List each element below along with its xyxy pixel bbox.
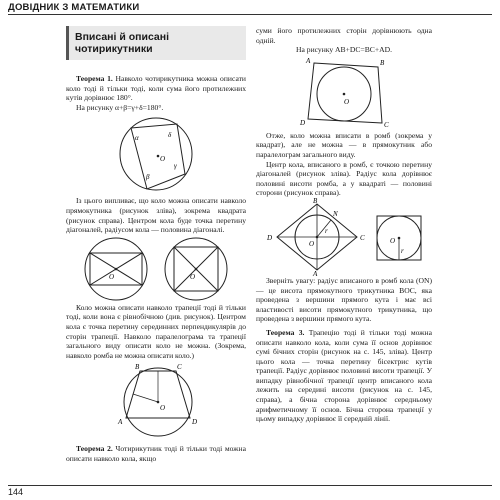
label-B-rhombus: B: [313, 197, 318, 205]
left-column: [66, 26, 246, 464]
formula-sums: На рисунку AB+DC=BC+AD.: [296, 45, 392, 55]
label-O-rhombus: O: [309, 239, 315, 248]
paragraph-rhombus-center: Центр кола, вписаного в ромб, є точкою перетину діагоналей (рисунок зліва). Радіус кола дорівнює половині висоти ромба, а у квадраті — половині сторони (рисунок справа).: [256, 159, 432, 198]
theorem2: [66, 444, 246, 463]
label-A-circ: A: [306, 56, 311, 65]
paragraph-rhombus: Отже, коло можна вписати в ромб (зокрема у квадрат), але не можна — в прямокутник або паралелограм загального виду.: [256, 130, 432, 159]
label-O: O: [160, 155, 166, 164]
label-O-trap: O: [160, 404, 166, 413]
theorem3-label: Теорема 3.: [266, 327, 305, 337]
paragraph-trapezoid: Коло можна описати навколо трапеції тоді й тільки тоді, коли вона є рівнобічною (див. рисунок). Центром кола є точка перетину серединних перпендикулярів до сторін трапеції. Навколо паралелограма та трапеції загального виду описати коло не можна. (Зокрема, навколо ромба не можна описати коло.): [66, 302, 246, 360]
paragraph-rectangle: Із цього випливає, що коло можна описати навколо прямокутника (рисунок зліва), зокрема квадрата (рисунок справа). Центром кола буде точка перетину діагоналей, радіусом кола — половина діагоналі.: [66, 196, 246, 235]
label-r-sq: r: [401, 246, 404, 255]
inscribed-quadrilateral-figure: [111, 112, 201, 196]
label-alpha: α: [135, 134, 139, 143]
label-beta: β: [146, 173, 150, 182]
isosceles-trapezoid-figure: [106, 360, 206, 440]
header-rule: [8, 14, 492, 15]
label-O-rect: O: [109, 272, 115, 281]
label-N-rhombus: N: [333, 209, 338, 218]
theorem1: [66, 74, 246, 103]
section-title: Вписані й описані чотирикутники: [66, 26, 246, 60]
label-C-rhombus: C: [360, 233, 365, 242]
rectangle-square-figure: [76, 235, 236, 303]
label-gamma: γ: [174, 162, 177, 171]
theorem3-text: Трапецію тоді й тільки тоді можна описати навколо кола, коли сума її основ дорівнює сумі бічних сторін (рисунок на с. 145, зліва). Центр цього кола — точка перетину бісектрис кутів трапеції. Радіус дорівнює половині висоти трапеції. У випадку рівнобічної трапеції центр вписаного кола лежить на середині висоти (рисунок на с. 145, справа), а бічна сторона дорівнює середньому арифметичному її основ. Бічна сторона трапеції у цьому випадку дорівнює її середній лінії.: [256, 327, 432, 424]
label-A-rhombus: A: [313, 269, 318, 276]
label-delta: δ: [168, 131, 172, 140]
label-r-rhombus: r: [325, 226, 328, 235]
label-O-sq: O: [390, 236, 396, 245]
label-A-trap: A: [118, 418, 123, 427]
right-column: [256, 26, 432, 424]
label-O-circ: O: [344, 97, 350, 106]
label-C-circ: C: [384, 120, 389, 129]
running-header: ДОВІДНИК З МАТЕМАТИКИ: [8, 2, 140, 13]
label-C-trap: C: [177, 363, 182, 372]
paragraph-sums: суми його протилежних сторін дорівнюють одна одній.: [256, 26, 432, 45]
label-B-trap: B: [135, 363, 140, 372]
label-D-circ: D: [300, 118, 306, 127]
label-B-circ: B: [380, 58, 385, 67]
theorem1-label: Теорема 1.: [76, 74, 113, 83]
circumscribed-quadrilateral-figure: [294, 55, 394, 131]
rhombus-square-incircle-figure: [259, 198, 429, 276]
label-O-square: O: [190, 272, 196, 281]
theorem3: [256, 328, 432, 424]
footer-rule: [8, 485, 492, 486]
theorem1-text: Навколо чотирикутника можна описати коло тоді й тільки тоді, коли сума його протилежних кутів дорівнює 180°.: [66, 74, 246, 103]
label-D-trap: D: [192, 418, 198, 427]
theorem2-label: Теорема 2.: [76, 444, 113, 454]
paragraph-note: Зверніть увагу: радіус вписаного в ромб кола (ON) — це висота прямокутного трикутника BOC, яка проведена з вершини прямого кута і має всі властивості висоти прямокутного трикутника, що проведена з вершини прямого кута.: [256, 275, 432, 324]
page-number: 144: [8, 487, 24, 497]
theorem2-text: Чотирикутник тоді й тільки тоді можна описати навколо кола, якщо: [66, 444, 246, 463]
label-D-rhombus: D: [267, 233, 273, 242]
theorem1-figure-caption: На рисунку α+β=γ+δ=180°.: [76, 102, 164, 112]
